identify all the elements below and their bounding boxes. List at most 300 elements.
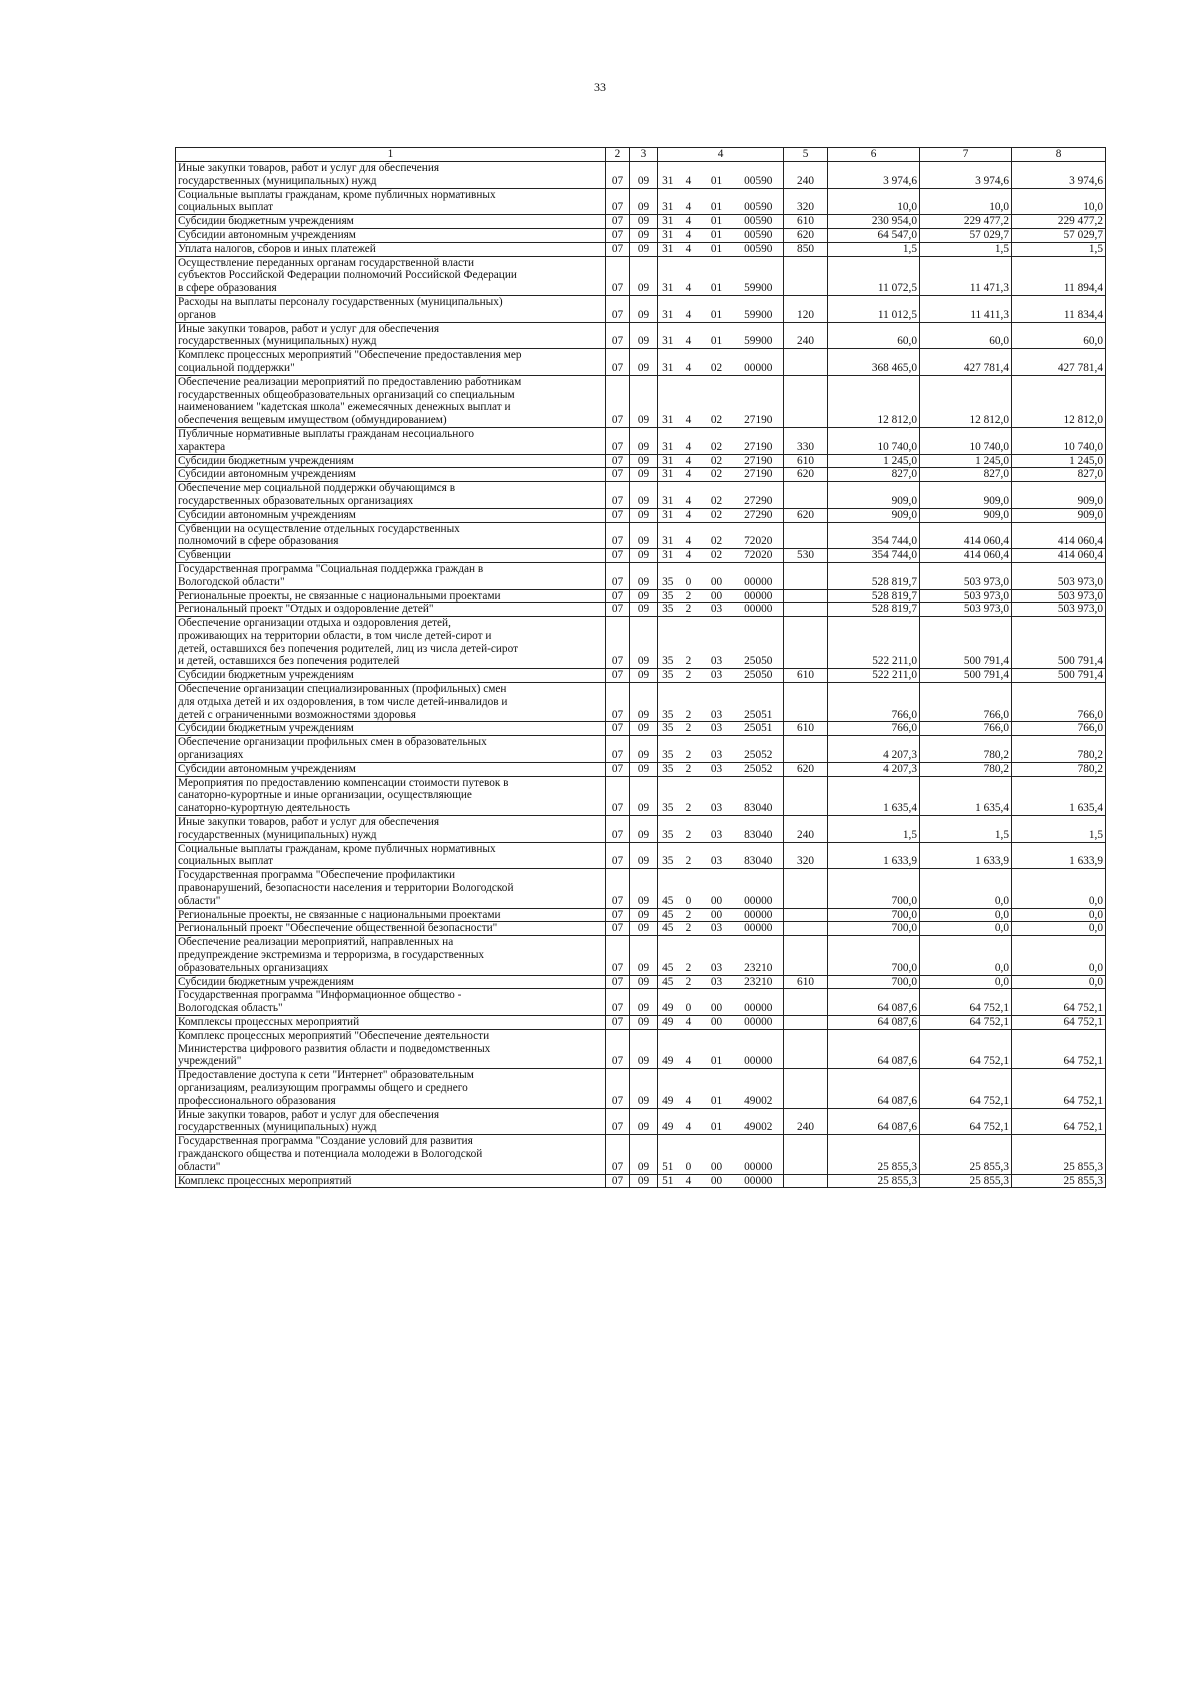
- cell-amount-2027: 766,0: [1012, 683, 1106, 722]
- table-row: [176, 1135, 1106, 1174]
- cell-structural-element: 03: [700, 722, 734, 736]
- cell-expense-type: [784, 589, 828, 603]
- table-row: [176, 322, 1106, 349]
- cell-amount-2026: 500 791,4: [920, 669, 1012, 683]
- table-row: [176, 215, 1106, 229]
- cell-subsection: 09: [630, 427, 658, 454]
- cell-direction: 49002: [734, 1069, 784, 1108]
- cell-program-type: 4: [678, 188, 700, 215]
- cell-section: 07: [606, 908, 630, 922]
- cell-expense-type: [784, 482, 828, 509]
- header-col-8: 8: [1012, 148, 1106, 162]
- cell-section: 07: [606, 375, 630, 427]
- cell-program-type: 2: [678, 762, 700, 776]
- cell-program: 31: [658, 228, 678, 242]
- row-name: Обеспечение организации отдыха и оздоровления детей, проживающих на территории области, в том числе детей-сирот и детей, оставшихся без попечения родителей, лиц из числа детей-сирот и детей, оставшихся без попечения родителей: [176, 617, 606, 669]
- cell-expense-type: 320: [784, 188, 828, 215]
- cell-amount-2026: 0,0: [920, 922, 1012, 936]
- cell-amount-2027: 827,0: [1012, 468, 1106, 482]
- cell-amount-2026: 64 752,1: [920, 989, 1012, 1016]
- cell-expense-type: 620: [784, 508, 828, 522]
- cell-amount-2027: 0,0: [1012, 936, 1106, 975]
- row-name: Региональный проект "Отдых и оздоровление детей": [176, 603, 606, 617]
- cell-section: 07: [606, 256, 630, 295]
- cell-expense-type: [784, 869, 828, 908]
- table-row: [176, 468, 1106, 482]
- cell-subsection: 09: [630, 228, 658, 242]
- cell-program-type: 4: [678, 349, 700, 376]
- cell-expense-type: 120: [784, 295, 828, 322]
- cell-program-type: 4: [678, 468, 700, 482]
- cell-structural-element: 02: [700, 454, 734, 468]
- cell-section: 07: [606, 722, 630, 736]
- cell-amount-2026: 64 752,1: [920, 1029, 1012, 1068]
- cell-amount-2025: 700,0: [828, 869, 920, 908]
- cell-program-type: 2: [678, 908, 700, 922]
- cell-amount-2026: 503 973,0: [920, 603, 1012, 617]
- row-name: Субсидии автономным учреждениям: [176, 468, 606, 482]
- cell-direction: 00000: [734, 349, 784, 376]
- table-row: [176, 375, 1106, 427]
- row-name: Обеспечение организации специализированных (профильных) смен для отдыха детей и их оздоровления, в том числе детей-инвалидов и детей с ограниченными возможностями здоровья: [176, 683, 606, 722]
- cell-subsection: 09: [630, 454, 658, 468]
- cell-amount-2025: 700,0: [828, 922, 920, 936]
- table-row: [176, 1029, 1106, 1068]
- cell-direction: 00000: [734, 1016, 784, 1030]
- cell-subsection: 09: [630, 816, 658, 843]
- cell-amount-2026: 780,2: [920, 762, 1012, 776]
- cell-program: 31: [658, 188, 678, 215]
- cell-amount-2027: 0,0: [1012, 922, 1106, 936]
- cell-program-type: 2: [678, 776, 700, 815]
- cell-program-type: 0: [678, 1135, 700, 1174]
- table-row: [176, 295, 1106, 322]
- cell-expense-type: 610: [784, 669, 828, 683]
- cell-structural-element: 01: [700, 1108, 734, 1135]
- cell-expense-type: [784, 1174, 828, 1188]
- cell-amount-2026: 64 752,1: [920, 1069, 1012, 1108]
- cell-expense-type: 610: [784, 975, 828, 989]
- cell-section: 07: [606, 603, 630, 617]
- row-name: Расходы на выплаты персоналу государственных (муниципальных) органов: [176, 295, 606, 322]
- cell-program-type: 2: [678, 842, 700, 869]
- cell-program: 49: [658, 989, 678, 1016]
- cell-amount-2025: 64 547,0: [828, 228, 920, 242]
- cell-section: 07: [606, 482, 630, 509]
- cell-expense-type: [784, 1069, 828, 1108]
- cell-program-type: 2: [678, 736, 700, 763]
- cell-amount-2026: 909,0: [920, 508, 1012, 522]
- cell-subsection: 09: [630, 468, 658, 482]
- cell-amount-2025: 10,0: [828, 188, 920, 215]
- cell-amount-2025: 25 855,3: [828, 1174, 920, 1188]
- row-name: Комплекс процессных мероприятий "Обеспечение деятельности Министерства цифрового развития области и подведомственных учреждений": [176, 1029, 606, 1068]
- cell-subsection: 09: [630, 722, 658, 736]
- row-name: Осуществление переданных органам государственной власти субъектов Российской Федерации полномочий Российской Федерации в сфере образования: [176, 256, 606, 295]
- cell-amount-2027: 0,0: [1012, 869, 1106, 908]
- cell-program-type: 4: [678, 522, 700, 549]
- cell-subsection: 09: [630, 989, 658, 1016]
- cell-amount-2027: 1 245,0: [1012, 454, 1106, 468]
- cell-amount-2026: 25 855,3: [920, 1135, 1012, 1174]
- cell-direction: 25050: [734, 617, 784, 669]
- cell-structural-element: 00: [700, 869, 734, 908]
- row-name: Уплата налогов, сборов и иных платежей: [176, 242, 606, 256]
- cell-amount-2027: 11 834,4: [1012, 295, 1106, 322]
- cell-section: 07: [606, 454, 630, 468]
- cell-expense-type: [784, 1016, 828, 1030]
- cell-expense-type: [784, 936, 828, 975]
- cell-direction: 27190: [734, 454, 784, 468]
- cell-expense-type: 240: [784, 322, 828, 349]
- cell-program-type: 2: [678, 816, 700, 843]
- cell-structural-element: 00: [700, 989, 734, 1016]
- cell-amount-2026: 57 029,7: [920, 228, 1012, 242]
- cell-program-type: 2: [678, 722, 700, 736]
- cell-structural-element: 03: [700, 922, 734, 936]
- cell-program-type: 4: [678, 1029, 700, 1068]
- cell-expense-type: [784, 617, 828, 669]
- table-row: [176, 936, 1106, 975]
- cell-program: 35: [658, 736, 678, 763]
- cell-amount-2027: 12 812,0: [1012, 375, 1106, 427]
- cell-subsection: 09: [630, 322, 658, 349]
- header-col-5: 5: [784, 148, 828, 162]
- table-row: [176, 736, 1106, 763]
- row-name: Субвенции: [176, 549, 606, 563]
- cell-subsection: 09: [630, 349, 658, 376]
- cell-amount-2025: 368 465,0: [828, 349, 920, 376]
- budget-table: [175, 147, 1106, 1188]
- cell-program: 49: [658, 1108, 678, 1135]
- cell-direction: 72020: [734, 522, 784, 549]
- row-name: Мероприятия по предоставлению компенсации стоимости путевок в санаторно-курортные и иные организации, осуществляющие санаторно-курортную деятельность: [176, 776, 606, 815]
- table-row: [176, 617, 1106, 669]
- cell-amount-2025: 700,0: [828, 908, 920, 922]
- cell-amount-2026: 3 974,6: [920, 162, 1012, 189]
- cell-amount-2025: 60,0: [828, 322, 920, 349]
- cell-subsection: 09: [630, 776, 658, 815]
- cell-program: 35: [658, 562, 678, 589]
- cell-program: 31: [658, 522, 678, 549]
- cell-program: 31: [658, 508, 678, 522]
- page-number: 33: [594, 80, 606, 94]
- cell-program: 31: [658, 427, 678, 454]
- cell-section: 07: [606, 349, 630, 376]
- cell-amount-2025: 1 245,0: [828, 454, 920, 468]
- cell-program-type: 0: [678, 989, 700, 1016]
- cell-direction: 00000: [734, 869, 784, 908]
- header-col-7: 7: [920, 148, 1012, 162]
- table-row: [176, 842, 1106, 869]
- cell-amount-2026: 0,0: [920, 908, 1012, 922]
- table-row: [176, 188, 1106, 215]
- cell-expense-type: [784, 603, 828, 617]
- cell-amount-2026: 60,0: [920, 322, 1012, 349]
- table-row: [176, 922, 1106, 936]
- cell-section: 07: [606, 736, 630, 763]
- cell-amount-2025: 700,0: [828, 936, 920, 975]
- cell-section: 07: [606, 842, 630, 869]
- table-row: [176, 1016, 1106, 1030]
- cell-subsection: 09: [630, 936, 658, 975]
- cell-direction: 25051: [734, 683, 784, 722]
- cell-direction: 00590: [734, 242, 784, 256]
- cell-subsection: 09: [630, 188, 658, 215]
- cell-subsection: 09: [630, 762, 658, 776]
- table-row: [176, 549, 1106, 563]
- cell-amount-2026: 64 752,1: [920, 1108, 1012, 1135]
- cell-amount-2027: 1,5: [1012, 242, 1106, 256]
- cell-section: 07: [606, 776, 630, 815]
- cell-program: 35: [658, 842, 678, 869]
- cell-expense-type: 620: [784, 468, 828, 482]
- cell-amount-2027: 780,2: [1012, 736, 1106, 763]
- cell-program-type: 4: [678, 215, 700, 229]
- row-name: Обеспечение реализации мероприятий, направленных на предупреждение экстремизма и терроризма, в государственных образовательных организациях: [176, 936, 606, 975]
- cell-subsection: 09: [630, 1108, 658, 1135]
- cell-expense-type: 320: [784, 842, 828, 869]
- cell-direction: 00590: [734, 162, 784, 189]
- table-row: [176, 869, 1106, 908]
- row-name: Региональные проекты, не связанные с национальными проектами: [176, 908, 606, 922]
- cell-expense-type: 610: [784, 454, 828, 468]
- cell-structural-element: 01: [700, 162, 734, 189]
- header-col-1: 1: [176, 148, 606, 162]
- cell-amount-2026: 414 060,4: [920, 522, 1012, 549]
- table-row: [176, 228, 1106, 242]
- table-row: [176, 816, 1106, 843]
- table-row: [176, 256, 1106, 295]
- cell-direction: 00000: [734, 989, 784, 1016]
- cell-subsection: 09: [630, 562, 658, 589]
- cell-amount-2026: 1 245,0: [920, 454, 1012, 468]
- cell-amount-2025: 766,0: [828, 683, 920, 722]
- cell-program-type: 2: [678, 922, 700, 936]
- cell-amount-2027: 414 060,4: [1012, 549, 1106, 563]
- row-name: Субсидии бюджетным учреждениям: [176, 215, 606, 229]
- cell-amount-2026: 10,0: [920, 188, 1012, 215]
- header-col-3: 3: [630, 148, 658, 162]
- cell-section: 07: [606, 1108, 630, 1135]
- cell-structural-element: 00: [700, 589, 734, 603]
- cell-amount-2026: 0,0: [920, 869, 1012, 908]
- row-name: Иные закупки товаров, работ и услуг для обеспечения государственных (муниципальных) нужд: [176, 1108, 606, 1135]
- cell-direction: 83040: [734, 776, 784, 815]
- cell-amount-2027: 64 752,1: [1012, 1069, 1106, 1108]
- table-row: [176, 683, 1106, 722]
- cell-amount-2027: 1 635,4: [1012, 776, 1106, 815]
- cell-direction: 00000: [734, 922, 784, 936]
- cell-direction: 00000: [734, 1174, 784, 1188]
- cell-program: 51: [658, 1135, 678, 1174]
- cell-amount-2027: 500 791,4: [1012, 669, 1106, 683]
- cell-amount-2026: 0,0: [920, 975, 1012, 989]
- cell-program-type: 0: [678, 562, 700, 589]
- cell-amount-2027: 64 752,1: [1012, 989, 1106, 1016]
- cell-amount-2027: 10,0: [1012, 188, 1106, 215]
- cell-structural-element: 03: [700, 776, 734, 815]
- cell-direction: 00000: [734, 1029, 784, 1068]
- cell-expense-type: 240: [784, 162, 828, 189]
- cell-amount-2027: 780,2: [1012, 762, 1106, 776]
- row-name: Государственная программа "Создание условий для развития гражданского общества и потенциала молодежи в Вологодской области": [176, 1135, 606, 1174]
- cell-amount-2025: 3 974,6: [828, 162, 920, 189]
- table-row: [176, 776, 1106, 815]
- cell-amount-2025: 11 072,5: [828, 256, 920, 295]
- cell-amount-2026: 1 633,9: [920, 842, 1012, 869]
- cell-amount-2027: 10 740,0: [1012, 427, 1106, 454]
- cell-direction: 00000: [734, 589, 784, 603]
- cell-section: 07: [606, 617, 630, 669]
- row-name: Государственная программа "Социальная поддержка граждан в Вологодской области": [176, 562, 606, 589]
- cell-program: 49: [658, 1016, 678, 1030]
- cell-structural-element: 02: [700, 549, 734, 563]
- cell-section: 07: [606, 1174, 630, 1188]
- cell-expense-type: [784, 922, 828, 936]
- cell-section: 07: [606, 427, 630, 454]
- row-name: Комплексы процессных мероприятий: [176, 1016, 606, 1030]
- cell-program: 45: [658, 922, 678, 936]
- cell-program-type: 2: [678, 669, 700, 683]
- cell-amount-2026: 12 812,0: [920, 375, 1012, 427]
- cell-program: 31: [658, 349, 678, 376]
- table-row: [176, 454, 1106, 468]
- cell-expense-type: [784, 349, 828, 376]
- cell-section: 07: [606, 975, 630, 989]
- cell-subsection: 09: [630, 617, 658, 669]
- row-name: Субсидии автономным учреждениям: [176, 228, 606, 242]
- table-row: [176, 908, 1106, 922]
- cell-structural-element: 01: [700, 215, 734, 229]
- cell-direction: 83040: [734, 842, 784, 869]
- cell-direction: 00000: [734, 1135, 784, 1174]
- table-row: [176, 669, 1106, 683]
- cell-amount-2025: 909,0: [828, 482, 920, 509]
- cell-amount-2025: 354 744,0: [828, 549, 920, 563]
- cell-structural-element: 01: [700, 322, 734, 349]
- cell-expense-type: [784, 989, 828, 1016]
- cell-section: 07: [606, 1029, 630, 1068]
- cell-amount-2026: 766,0: [920, 722, 1012, 736]
- cell-structural-element: 00: [700, 908, 734, 922]
- cell-amount-2027: 57 029,7: [1012, 228, 1106, 242]
- cell-program: 35: [658, 603, 678, 617]
- cell-program: 31: [658, 454, 678, 468]
- cell-structural-element: 03: [700, 617, 734, 669]
- cell-direction: 25050: [734, 669, 784, 683]
- cell-amount-2027: 500 791,4: [1012, 617, 1106, 669]
- table-row: [176, 482, 1106, 509]
- cell-program-type: 4: [678, 162, 700, 189]
- cell-expense-type: [784, 683, 828, 722]
- cell-section: 07: [606, 683, 630, 722]
- cell-expense-type: [784, 736, 828, 763]
- table-row: [176, 722, 1106, 736]
- cell-structural-element: 01: [700, 295, 734, 322]
- cell-structural-element: 03: [700, 816, 734, 843]
- cell-section: 07: [606, 1016, 630, 1030]
- cell-amount-2025: 1,5: [828, 816, 920, 843]
- table-row: [176, 427, 1106, 454]
- cell-structural-element: 00: [700, 562, 734, 589]
- cell-amount-2026: 503 973,0: [920, 589, 1012, 603]
- cell-amount-2026: 11 411,3: [920, 295, 1012, 322]
- table-row: [176, 562, 1106, 589]
- cell-structural-element: 02: [700, 375, 734, 427]
- cell-direction: 00590: [734, 215, 784, 229]
- cell-expense-type: [784, 908, 828, 922]
- row-name: Предоставление доступа к сети "Интернет" образовательным организациям, реализующим программы общего и среднего профессионального образования: [176, 1069, 606, 1108]
- cell-amount-2025: 522 211,0: [828, 669, 920, 683]
- cell-program: 51: [658, 1174, 678, 1188]
- cell-structural-element: 03: [700, 762, 734, 776]
- cell-amount-2027: 60,0: [1012, 322, 1106, 349]
- cell-amount-2026: 909,0: [920, 482, 1012, 509]
- cell-expense-type: 620: [784, 228, 828, 242]
- cell-program: 35: [658, 816, 678, 843]
- cell-structural-element: 03: [700, 936, 734, 975]
- cell-program-type: 4: [678, 508, 700, 522]
- cell-structural-element: 02: [700, 349, 734, 376]
- cell-expense-type: 240: [784, 1108, 828, 1135]
- cell-program: 31: [658, 549, 678, 563]
- table-row: [176, 1108, 1106, 1135]
- row-name: Субсидии бюджетным учреждениям: [176, 454, 606, 468]
- cell-subsection: 09: [630, 242, 658, 256]
- table-row: [176, 162, 1106, 189]
- cell-amount-2026: 780,2: [920, 736, 1012, 763]
- row-name: Комплекс процессных мероприятий: [176, 1174, 606, 1188]
- cell-structural-element: 03: [700, 842, 734, 869]
- cell-program: 45: [658, 869, 678, 908]
- header-col-4: 4: [658, 148, 784, 162]
- cell-amount-2025: 766,0: [828, 722, 920, 736]
- row-name: Региональные проекты, не связанные с национальными проектами: [176, 589, 606, 603]
- cell-program: 31: [658, 468, 678, 482]
- cell-structural-element: 02: [700, 508, 734, 522]
- cell-structural-element: 02: [700, 482, 734, 509]
- cell-program-type: 0: [678, 869, 700, 908]
- cell-expense-type: 850: [784, 242, 828, 256]
- cell-structural-element: 03: [700, 975, 734, 989]
- cell-amount-2026: 10 740,0: [920, 427, 1012, 454]
- cell-amount-2027: 1 633,9: [1012, 842, 1106, 869]
- cell-amount-2026: 25 855,3: [920, 1174, 1012, 1188]
- cell-direction: 59900: [734, 295, 784, 322]
- row-name: Государственная программа "Обеспечение профилактики правонарушений, безопасности населения и территории Вологодской области": [176, 869, 606, 908]
- cell-program-type: 4: [678, 242, 700, 256]
- cell-amount-2025: 528 819,7: [828, 603, 920, 617]
- cell-structural-element: 02: [700, 468, 734, 482]
- cell-program: 35: [658, 669, 678, 683]
- cell-structural-element: 03: [700, 603, 734, 617]
- cell-subsection: 09: [630, 482, 658, 509]
- cell-expense-type: [784, 1029, 828, 1068]
- cell-program: 31: [658, 295, 678, 322]
- cell-expense-type: 240: [784, 816, 828, 843]
- cell-structural-element: 03: [700, 683, 734, 722]
- cell-amount-2027: 64 752,1: [1012, 1016, 1106, 1030]
- cell-section: 07: [606, 522, 630, 549]
- row-name: Публичные нормативные выплаты гражданам несоциального характера: [176, 427, 606, 454]
- row-name: Комплекс процессных мероприятий "Обеспечение предоставления мер социальной поддержки": [176, 349, 606, 376]
- cell-amount-2027: 414 060,4: [1012, 522, 1106, 549]
- cell-direction: 23210: [734, 936, 784, 975]
- row-name: Государственная программа "Информационное общество - Вологодская область": [176, 989, 606, 1016]
- table-row: [176, 603, 1106, 617]
- cell-amount-2026: 827,0: [920, 468, 1012, 482]
